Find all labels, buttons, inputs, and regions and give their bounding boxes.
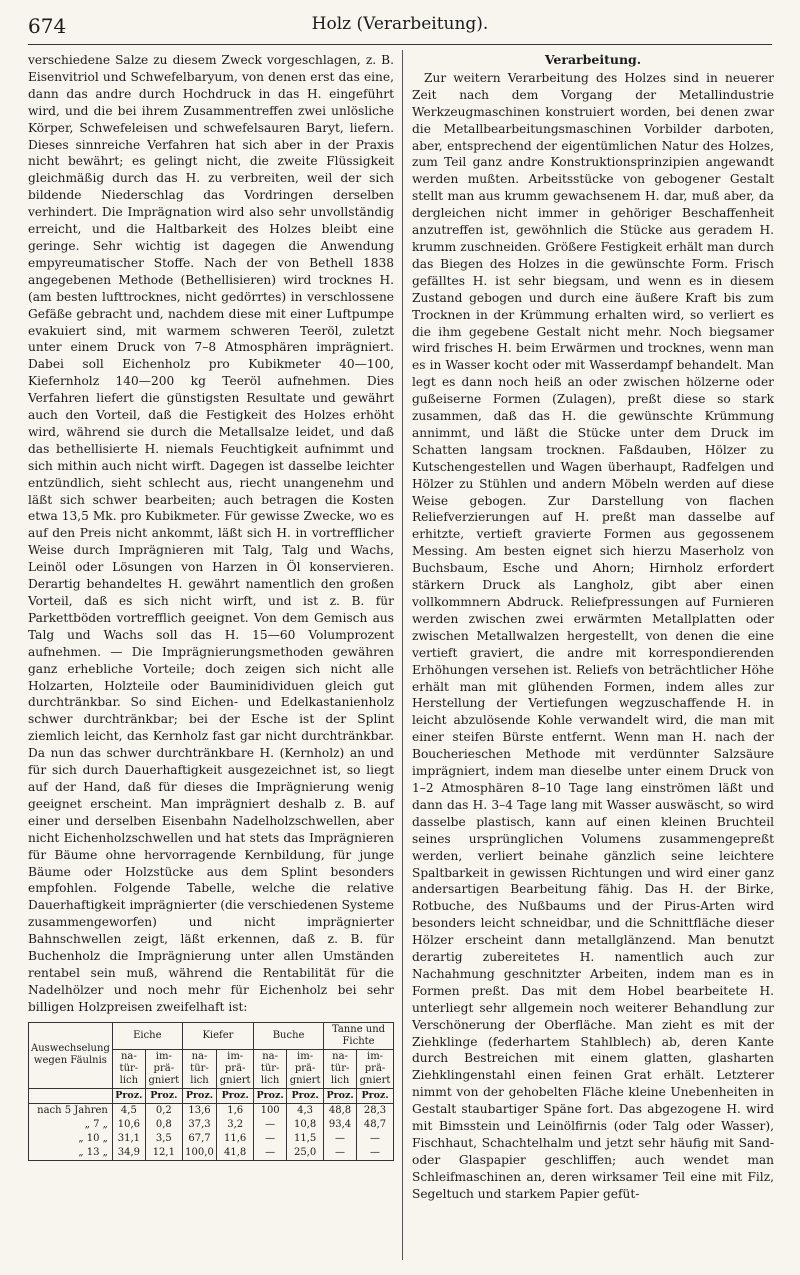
table-row-header: Auswechselung wegen Fäulnis [29, 1022, 113, 1088]
column-divider [402, 50, 403, 1260]
table-cell: 48,7 [357, 1118, 394, 1132]
table-cell: 37,3 [182, 1118, 216, 1132]
table-cell: 4,3 [287, 1103, 324, 1118]
table-cell: 12,1 [145, 1146, 182, 1161]
table-cell: — [357, 1146, 394, 1161]
table-row-label: nach 5 Jahren [29, 1103, 113, 1118]
table-cell: 13,6 [182, 1103, 216, 1118]
table-cell: 0,2 [145, 1103, 182, 1118]
left-column [28, 52, 394, 1161]
table-subheader-imp: im- prä- gniert [217, 1049, 254, 1088]
table-cell: 11,6 [217, 1132, 254, 1146]
section-title: Verarbeitung. [544, 52, 642, 67]
table-cell: 0,8 [145, 1118, 182, 1132]
table-cell: 10,8 [287, 1118, 324, 1132]
table-cell: 41,8 [217, 1146, 254, 1161]
table-row [29, 1118, 394, 1132]
table-subheader-imp: im- prä- gniert [357, 1049, 394, 1088]
table-unit: Proz. [324, 1088, 357, 1103]
table-cell: 3,5 [145, 1132, 182, 1146]
table-subheader-imp: im- prä- gniert [287, 1049, 324, 1088]
table-unit-spacer [29, 1088, 113, 1103]
table-row-label: „ 7 „ [29, 1118, 113, 1132]
table-cell: 100,0 [182, 1146, 216, 1161]
table-cell: — [357, 1132, 394, 1146]
table-species-buche: Buche [254, 1022, 324, 1049]
page-header [28, 14, 772, 44]
durability-table [28, 1022, 394, 1161]
table-cell: 25,0 [287, 1146, 324, 1161]
table-subheader-not: na- tür- lich [254, 1049, 287, 1088]
table-row-label: „ 13 „ [29, 1146, 113, 1161]
table-cell: — [324, 1146, 357, 1161]
table-row [29, 1103, 394, 1118]
table-species-tanne: Tanne und Fichte [324, 1022, 394, 1049]
table-species-kiefer: Kiefer [182, 1022, 253, 1049]
table-row-label: „ 10 „ [29, 1132, 113, 1146]
table-cell: 11,5 [287, 1132, 324, 1146]
table-unit: Proz. [112, 1088, 145, 1103]
left-paragraph: verschiedene Salze zu diesem Zweck vorgeschlagen, z. B. Eisenvitriol und Schwefelbaryum, von denen erst das eine, dann das andre durch Hochdruck in das H. eingeführt wird, und die bei ihrem Zusammentreffen zwei unlösliche Körper, Schwefeleisen und schwefelsauren Baryt, liefern. Dieses sinnreiche Verfahren hat sich aber in der Praxis nicht bewährt; es gelingt nicht, die zweite Flüssigkeit gleichmäßig durch das H. zu verbreiten, weil der sich bildende Niederschlag das Vordringen derselben verhindert. Die Imprägnation wird also sehr unvollständig erreicht, und die Haltbarkeit des Holzes bleibt eine geringe. Sehr wichtig ist dagegen die Anwendung empyreumatischer Stoffe. Nach der von Bethell 1838 angegebenen Methode (Bethellisieren) wird trocknes H. (am besten lufttrocknes, nicht gedörrtes) in verschlossene Gefäße gebracht und, nachdem diese mit einer Luftpumpe evakuiert sind, mit warmem schweren Teeröl, zuletzt unter einem Druck von 7–8 Atmosphären imprägniert. Dabei soll Eichenholz pro Kubikmeter 40—100, Kiefernholz 140—200 kg Teeröl aufnehmen. Dies Verfahren liefert die günstigsten Resultate und gewährt auch den Vorteil, daß die Festigkeit des Holzes erhöht wird, während sie durch die Metallsalze leidet, und daß das bethellisierte H. niemals Feuchtigkeit aufnimmt und sich mithin auch nicht wirft. Dagegen ist dasselbe leichter entzündlich, sieht schlecht aus, riecht unangenehm und läßt sich schwer bearbeiten; auch betragen die Kosten etwa 13,5 Mk. pro Kubikmeter. Für gewisse Zwecke, wo es auf den Preis nicht ankommt, läßt sich H. in vortrefflicher Weise durch Imprägnieren mit Talg, Talg und Wachs, Leinöl oder Lösungen von Harzen in Öl konservieren. Derartig behandeltes H. gewährt namentlich den großen Vorteil, daß es sich nicht wirft, und ist z. B. für Parkettböden vortrefflich geeignet. Von dem Gemisch aus Talg und Wachs soll das H. 15—60 Volumprozent aufnehmen. — Die Imprägnierungsmethoden gewähren ganz erhebliche Vorteile; doch zeigen sich nicht alle Holzarten, Holzteile oder Bauminidividuen gleich gut durchtränkbar. So sind Eichen- und Edelkastanienholz schwer durchtränkbar; bei der Esche ist der Splint ziemlich leicht, das Kernholz fast gar nicht durchtränkbar. Da nun das schwer durchtränkbare H. (Kernholz) an und für sich durch Dauerhaftigkeit ausgezeichnet ist, so liegt auf der Hand, daß für dieses die Imprägnierung wenig geeignet erscheint. Man imprägniert deshalb z. B. auf einer und derselben Eisenbahn Nadelholzschwellen, aber nicht Eichenholzschwellen und hat stets das Imprägnieren für Bäume ohne hervorragende Kernbildung, für junge Bäume oder Holzstücke aus dem Splint besonders empfohlen. Folgende Tabelle, welche die relative Dauerhaftigkeit imprägnierter (die verschiedenen Systeme zusammengeworfen) und nicht imprägnierter Bahnschwellen zeigt, läßt erkennen, daß z. B. für Buchenholz die Imprägnierung unter allen Umständen rentabel sein muß, während die Rentabilität für die Nadelhölzer und noch mehr für Eichenholz bei sehr billigen Holzpreisen zweifelhaft ist: [28, 53, 394, 1014]
table-cell: 93,4 [324, 1118, 357, 1132]
table-cell: 67,7 [182, 1132, 216, 1146]
table-row [29, 1146, 394, 1161]
table-species-eiche: Eiche [112, 1022, 182, 1049]
table-cell: 31,1 [112, 1132, 145, 1146]
table-cell: 3,2 [217, 1118, 254, 1132]
table-cell: 34,9 [112, 1146, 145, 1161]
right-paragraph: Zur weitern Verarbeitung des Holzes sind in neuerer Zeit nach dem Vorgang der Metallindustrie Werkzeugmaschinen konstruiert worden, bei denen zwar die Metallbearbeitungsmaschinen Vorbilder darboten, aber, entsprechend der eigentümlichen Natur des Holzes, zum Teil ganz andre Konstruktionsprinzipien angewandt werden mußten. Arbeitsstücke von gebogener Gestalt stellt man aus krumm gewachsenem H. dar, muß aber, da dergleichen nicht immer in gehöriger Beschaffenheit anzutreffen ist, gewöhnlich die Stücke aus geradem H. krumm zuschneiden. Größere Festigkeit erhält man durch das Biegen des Holzes in die gewünschte Form. Frisch gefälltes H. ist sehr biegsam, und wenn es in diesem Zustand gebogen und durch eine äußere Kraft bis zum Trocknen in der Krümmung erhalten wird, so verliert es die ihm gegebene Gestalt nicht mehr. Noch biegsamer wird frisches H. beim Erwärmen und trocknes, wenn man es in Wasser kocht oder mit Wasserdampf behandelt. Man legt es dann noch heiß an oder zwischen hölzerne oder gußeiserne Formen (Zulagen), preßt diese so stark zusammen, daß das H. die gewünschte Krümmung annimmt, und läßt die Stücke unter dem Druck im Schatten langsam trocknen. Faßdauben, Hölzer zu Kutschengestellen und Wagen überhaupt, Radfelgen und Hölzer zu Stühlen und andern Möbeln werden auf diese Weise gebogen. Zur Darstellung von flachen Reliefverzierungen auf H. preßt man dasselbe auf erhitzte, vertieft gravierte Formen aus gegossenem Messing. Am besten eignet sich hierzu Maserholz von Buchsbaum, Esche und Ahorn; Hirnholz erfordert stärkern Druck als Langholz, gibt aber einen vollkommnern Abdruck. Reliefpressungen auf Furnieren werden zwischen zwei erwärmten Metallplatten oder zwischen Metallwalzen hergestellt, von denen die eine vertieft graviert, die andre mit korrespondierenden Erhöhungen versehen ist. Reliefs von beträchtlicher Höhe erhält man mit glühenden Formen, indem alles zur Herstellung der Vertiefungen wegzuschaffende H. in leicht abzulösende Kohle verwandelt wird, die man mit einer steifen Bürste entfernt. Wenn man H. nach der Boucherieschen Methode mit verdünnter Salzsäure imprägniert, indem man dieselbe unter einem Druck von 1–2 Atmosphären 8–10 Tage lang einströmen läßt und dann das H. 3–4 Tage lang mit Wasser auswäscht, so wird dasselbe plastisch, kann auf einen kleinen Bruchteil seines ursprünglichen Volumens zusammengepreßt werden, verliert beinahe gänzlich seine leichtere Spaltbarkeit in gewissen Richtungen und wird einer ganz andersartigen Bearbeitung fähig. Das H. der Birke, Rotbuche, des Nußbaums und der Pirus-Arten wird besonders leicht schneidbar, und die Schnittfläche dieser Hölzer erscheint dann metallglänzend. Man benutzt derartig zubereitetes H. namentlich auch zur Nachahmung geschnitzter Arbeiten, indem man es in Formen preßt. Das mit dem Hobel bearbeitete H. unterliegt sehr allgemein noch weiterer Behandlung zur Verschönerung der Oberfläche. Man zieht es mit der Ziehklinge (federhartem Stahlblech) ab, deren Kante durch Bestreichen mit einem glatten, glasharten Ziehklingenstahl einen feinen Grat erhält. Letzterer nimmt von der gehobelten Fläche kleine Unebenheiten in Gestalt staubartiger Späne fort. Das abgezogene H. wird mit Bimsstein und Leinölfirnis (oder Talg oder Wasser), Fischhaut, Schachtelhalm und jetzt sehr häufig mit Sand- oder Glaspapier geschliffen; auch wendet man Schleifmaschinen an, deren wirksamer Teil eine mit Filz, Segeltuch und starkem Papier gefüt- [412, 70, 774, 1201]
right-column [412, 52, 774, 1203]
table-cell: 1,6 [217, 1103, 254, 1118]
header-rule [28, 44, 772, 45]
table-cell: 100 [254, 1103, 287, 1118]
table-cell: 10,6 [112, 1118, 145, 1132]
table-cell: 28,3 [357, 1103, 394, 1118]
table-subheader-not: na- tür- lich [324, 1049, 357, 1088]
table-unit: Proz. [357, 1088, 394, 1103]
table-cell: — [324, 1132, 357, 1146]
table-subheader-not: na- tür- lich [182, 1049, 216, 1088]
table-subheader-imp: im- prä- gniert [145, 1049, 182, 1088]
table-subheader-not: na- tür- lich [112, 1049, 145, 1088]
table-unit: Proz. [287, 1088, 324, 1103]
table-row [29, 1132, 394, 1146]
table-unit: Proz. [145, 1088, 182, 1103]
table-unit: Proz. [182, 1088, 216, 1103]
table-cell: — [254, 1146, 287, 1161]
table-unit: Proz. [254, 1088, 287, 1103]
running-title: Holz (Verarbeitung). [311, 14, 489, 34]
table-cell: 48,8 [324, 1103, 357, 1118]
table-unit: Proz. [217, 1088, 254, 1103]
page-number: 674 [28, 14, 67, 38]
table-cell: — [254, 1132, 287, 1146]
table-cell: 4,5 [112, 1103, 145, 1118]
table-cell: — [254, 1118, 287, 1132]
